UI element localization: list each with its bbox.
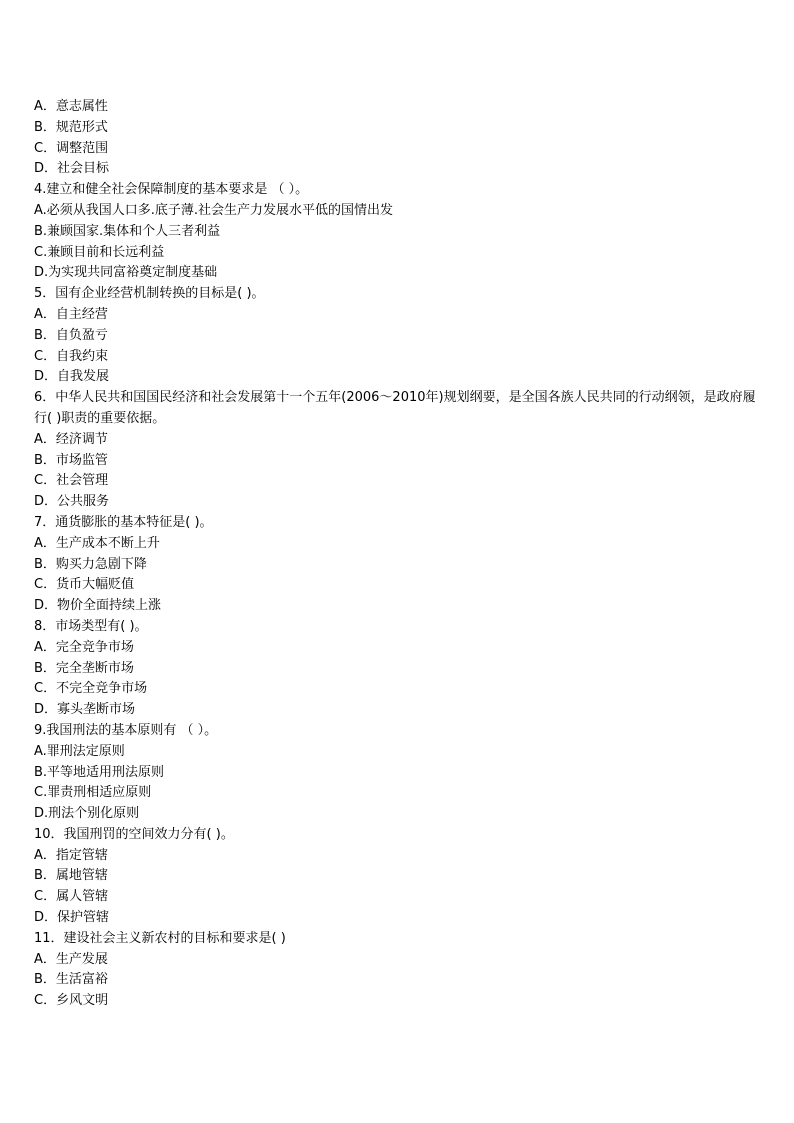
option-line: B.兼顾国家.集体和个人三者利益: [34, 223, 221, 239]
option-line: B．市场监管: [34, 452, 108, 468]
question-line: 5．国有企业经营机制转换的目标是( )。: [34, 286, 265, 302]
option-line: B.平等地适用刑法原则: [34, 764, 165, 780]
question-line: 7．通货膨胀的基本特征是( )。: [34, 514, 213, 530]
question-list: [34, 97, 764, 1012]
option-line: C．属人管辖: [34, 889, 109, 905]
option-line: C．乡风文明: [34, 993, 109, 1009]
option-line: B．购买力急剧下降: [34, 556, 147, 572]
option-line: B．自负盈亏: [34, 327, 108, 343]
question-line: 10．我国刑罚的空间效力分有( )。: [34, 826, 234, 842]
option-line: D．寡头垄断市场: [34, 702, 136, 718]
question-line: 9.我国刑法的基本原则有 （ ）。: [34, 722, 218, 738]
option-line: B．属地管辖: [34, 868, 108, 884]
option-line: A．生产成本不断上升: [34, 535, 160, 551]
option-line: B．生活富裕: [34, 972, 108, 988]
option-line: B．完全垄断市场: [34, 660, 134, 676]
option-line: D．自我发展: [34, 369, 110, 385]
option-line: D．物价全面持续上涨: [34, 598, 162, 614]
option-line: C．社会管理: [34, 473, 109, 489]
option-line: A.罪刑法定原则: [34, 743, 125, 759]
option-line: C．不完全竞争市场: [34, 681, 148, 697]
option-line: D．社会目标: [34, 161, 110, 177]
option-line: A．完全竞争市场: [34, 639, 134, 655]
option-line: C.兼顾目前和长远利益: [34, 244, 165, 260]
option-line: A．生产发展: [34, 951, 108, 967]
question-line: 4.建立和健全社会保障制度的基本要求是 （ ）。: [34, 182, 309, 198]
option-line: C．调整范围: [34, 140, 109, 156]
option-line: A．指定管辖: [34, 847, 108, 863]
option-line: A.必须从我国人口多.底子薄.社会生产力发展水平低的国情出发: [34, 202, 394, 218]
option-line: C.罪责刑相适应原则: [34, 785, 152, 801]
option-line: D．保护管辖: [34, 910, 110, 926]
option-line: D.为实现共同富裕奠定制度基础: [34, 265, 218, 281]
option-line: A．意志属性: [34, 99, 108, 114]
option-line: D．公共服务: [34, 494, 110, 510]
question-line: 8．市场类型有( )。: [34, 618, 148, 634]
question-line: 6．中华人民共和国国民经济和社会发展第十一个五年(2006～2010年)规划纲要，是全国各族人民共同的行动纲领，是政府履行( )职责的重要依据。: [34, 390, 756, 426]
option-line: D.刑法个别化原则: [34, 806, 140, 822]
question-line: 11．建设社会主义新农村的目标和要求是( ): [34, 930, 286, 946]
option-line: A．经济调节: [34, 431, 108, 447]
option-line: C．货币大幅贬值: [34, 577, 135, 593]
option-line: A．自主经营: [34, 306, 108, 322]
option-line: B．规范形式: [34, 119, 108, 135]
option-line: C．自我约束: [34, 348, 109, 364]
